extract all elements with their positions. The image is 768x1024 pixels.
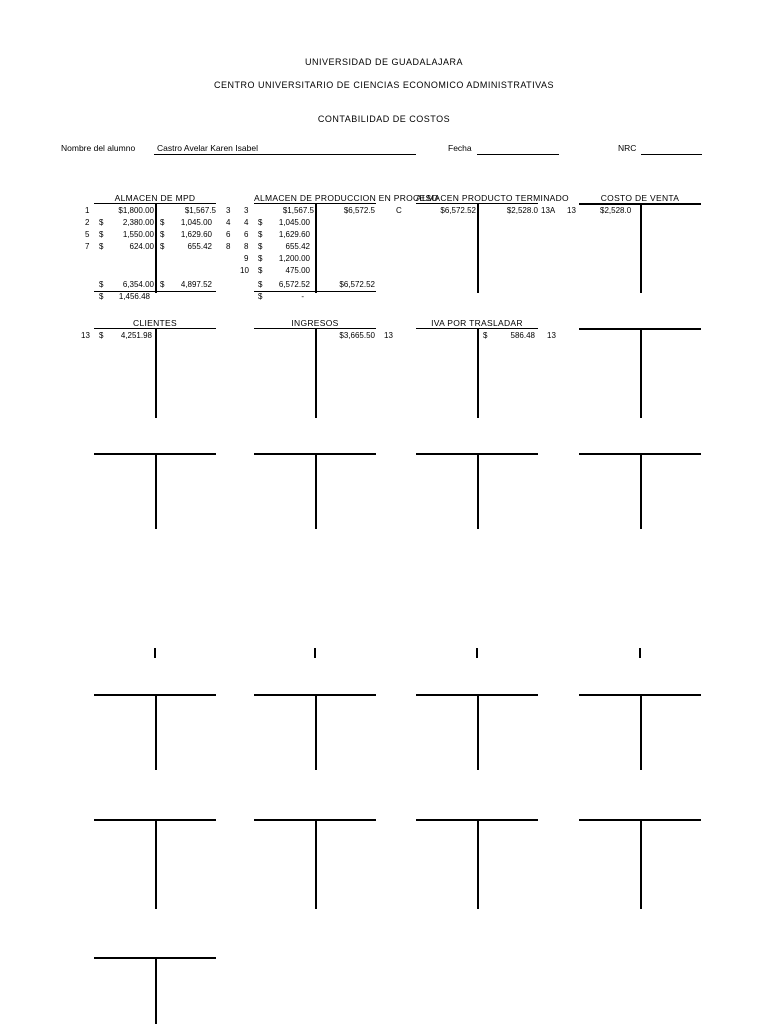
t-account-divider [315,819,317,909]
mpd-row-dsign: $ [99,230,104,239]
cl-row-dsign: $ [99,331,104,340]
pp-row-ref: 3 [244,206,249,215]
t-account-divider [315,694,317,770]
pp-row-dsign: $ [258,266,263,275]
pp-balance: - [301,292,304,301]
mpd-row-cref: 3 [226,206,231,215]
t-account-divider [477,328,479,418]
pp-balance-sign: $ [258,292,263,301]
pp-total-dsign: $ [258,280,263,289]
mpd-row-debit: 2,380.00 [122,218,154,227]
t-account-divider [640,694,642,770]
date-label: Fecha [448,143,472,153]
mpd-row-dsign: $ [99,242,104,251]
pt-row-debit: $6,572.52 [440,206,476,215]
t-account-divider [155,453,157,529]
t-account-divider [315,203,317,293]
pp-row-debit: 475.00 [285,266,310,275]
account-title: ALMACEN DE MPD [114,193,196,203]
pp-total-debit: 6,572.52 [278,280,310,289]
account-title: ALMACEN PRODUCTO TERMINADO [416,193,569,203]
mpd-row-cref: 8 [226,242,231,251]
mpd-row-csign: $ [160,218,165,227]
mpd-row-cref: 6 [226,230,231,239]
pt-row-cref: 13A [541,206,556,215]
mpd-row-ref: 5 [85,230,90,239]
mpd-balance: 1,456.48 [118,292,150,301]
nrc-field[interactable] [641,154,702,155]
university-title: UNIVERSIDAD DE GUADALAJARA [304,57,464,67]
divider-stub [314,648,316,658]
t-account-divider [640,328,642,418]
t-account-divider [477,453,479,529]
date-field[interactable] [477,154,559,155]
divider-stub [639,648,641,658]
t-account-divider [477,694,479,770]
account-title: ALMACEN DE PRODUCCION EN PROCESO [254,193,439,203]
cv-row-ref: 13 [567,206,576,215]
t-account-divider [640,819,642,909]
mpd-row-ref: 7 [85,242,90,251]
t-account-divider [315,328,317,418]
mpd-row-ref: 2 [85,218,90,227]
pp-row-dsign: $ [258,218,263,227]
divider-stub [476,648,478,658]
t-account-divider [477,203,479,293]
pp-total-credit: $6,572.52 [339,280,375,289]
mpd-row-credit: 1,045.00 [180,218,212,227]
pp-row-ref: 10 [240,266,249,275]
divider-stub [154,648,156,658]
pp-row-debit: 1,629.60 [278,230,310,239]
in-row-credit: $3,665.50 [339,331,375,340]
mpd-total-credit: 4,897.52 [180,280,212,289]
mpd-row-ref: 1 [85,206,90,215]
pp-row-credit: $6,572.5 [343,206,375,215]
center-title: CENTRO UNIVERSITARIO DE CIENCIAS ECONOMICO ADMINISTRATIVAS [213,80,555,90]
t-account-divider [155,328,157,418]
mpd-row-cref: 4 [226,218,231,227]
pp-row-dsign: $ [258,254,263,263]
account-title: INGRESOS [291,318,339,328]
account-title: COSTO DE VENTA [600,193,680,203]
pp-row-debit: 655.42 [285,242,310,251]
t-account-divider [155,957,157,1024]
pp-row-debit: 1,045.00 [278,218,310,227]
t-account-divider [477,819,479,909]
pp-row-ref: 8 [244,242,249,251]
cl-row-debit: 4,251.98 [120,331,152,340]
cv-row-debit: $2,528.0 [600,206,632,215]
pt-row-credit: $2,528.0 [506,206,538,215]
mpd-total-dsign: $ [99,280,104,289]
pp-row-ref: 9 [244,254,249,263]
t-account-divider [640,453,642,529]
mpd-total-debit: 6,354.00 [122,280,154,289]
pp-row-debit: 1,200.00 [278,254,310,263]
student-name-value: Castro Avelar Karen Isabel [157,143,258,153]
t-account-divider [155,203,157,293]
mpd-row-credit: 1,629.60 [180,230,212,239]
iva-row-csign: $ [483,331,488,340]
pp-row-debit: $1,567.5 [282,206,314,215]
pp-row-cref: C [396,206,402,215]
t-account-divider [315,453,317,529]
cl-row-ref: 13 [81,331,90,340]
student-name-field[interactable] [154,154,416,155]
account-title: IVA POR TRASLADAR [431,318,523,328]
pp-row-dsign: $ [258,230,263,239]
mpd-row-debit: 624.00 [129,242,154,251]
mpd-balance-sign: $ [99,292,104,301]
mpd-row-debit: $1,800.00 [118,206,154,215]
mpd-total-csign: $ [160,280,165,289]
pp-row-ref: 6 [244,230,249,239]
mpd-row-credit: 655.42 [187,242,212,251]
mpd-row-csign: $ [160,242,165,251]
mpd-row-credit: $1,567.5 [184,206,216,215]
iva-row-credit: 586.48 [510,331,535,340]
pp-row-ref: 4 [244,218,249,227]
mpd-row-debit: 1,550.00 [122,230,154,239]
in-row-cref: 13 [384,331,393,340]
iva-row-cref: 13 [547,331,556,340]
pp-row-dsign: $ [258,242,263,251]
student-name-label: Nombre del alumno [61,143,136,153]
account-title: CLIENTES [133,318,177,328]
mpd-row-csign: $ [160,230,165,239]
subject-title: CONTABILIDAD DE COSTOS [317,114,451,124]
t-account-divider [155,819,157,909]
mpd-row-dsign: $ [99,218,104,227]
t-account-divider [640,203,642,293]
nrc-label: NRC [618,143,637,153]
t-account-divider [155,694,157,770]
